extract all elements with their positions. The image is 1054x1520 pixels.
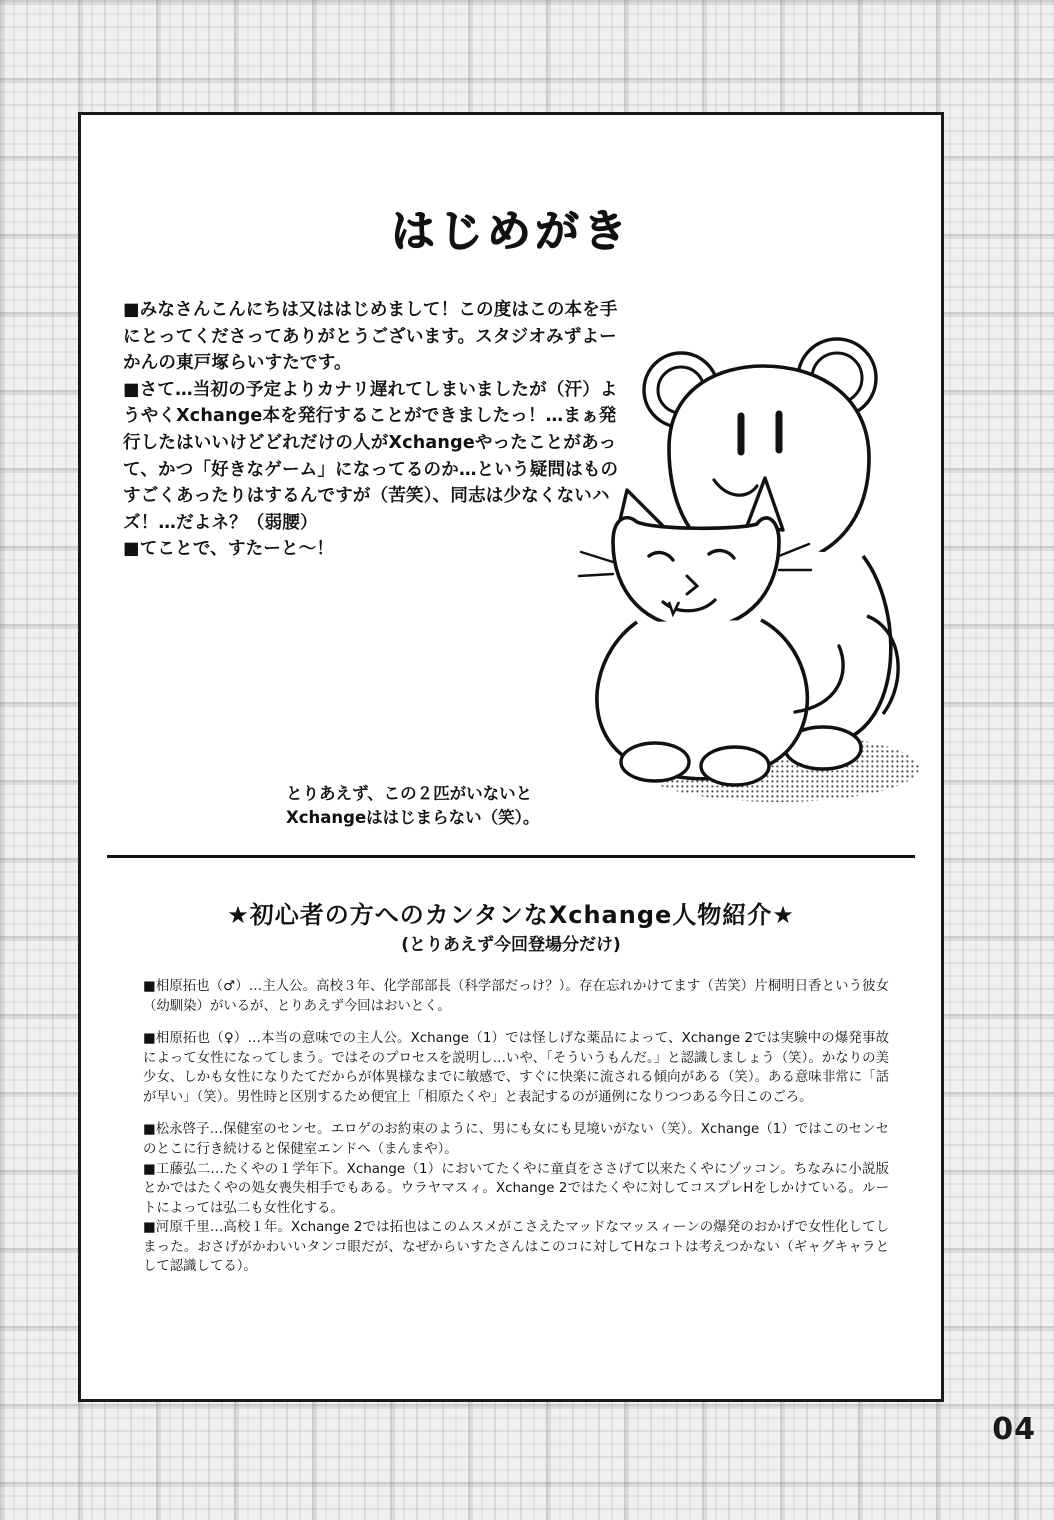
intro-paragraph-3: ■てことで、すたーと～！ xyxy=(123,539,335,560)
mascot-caption xyxy=(286,782,539,830)
page-number: 04 xyxy=(992,1412,1036,1447)
intro-paragraph-2: ■さて…当初の予定よりカナリ遅れてしまいましたが（汗）ようやくXchange本を発行することができましたっ！…まぁ発行したはいいけどどれだけの人がXchangeやったことがあって、かつ「好きなゲーム」になってるのか…という疑問はものすごくあったりはするんですが（苦笑）、同志は少なくないハズ！…だよネ？（弱腰） xyxy=(123,379,619,533)
profile-entry: ■河原千里…高校１年。Xchange 2では拓也はこのムスメがこさえたマッドなマッスィーンの爆発のおかげで女性化してしまった。おさげがかわいいタンコ眼だが、なぜからいすたさんはこのコに対してHなコトは考えつかない（ギャグキャラとして認識してる）。 xyxy=(143,1220,889,1275)
section-divider xyxy=(107,855,915,858)
profile-entry: ■相原拓也（♀）…本当の意味での主人公。Xchange（1）では怪しげな薬品によって、Xchange 2では実験中の爆発事故によって女性になってしまう。ではそのプロセスを説明し…いや、「そういうもんだ。」と認識しましょう（笑）。かなりの美少女、しかも女性になりたてだからが体異様なまでに敏感で、すぐに快楽に流される傾向がある（笑）。ある意味非常に「話が早い」（笑）。男性時と区別するため便宜上「相原たくや」と表記するのが通例になりつつある今日このごろ。 xyxy=(143,1031,889,1105)
document-page xyxy=(78,112,944,1402)
mascot-caption-line-2: Xchangeははじまらない（笑）。 xyxy=(286,807,540,827)
section-subheading: (とりあえず今回登場分だけ) xyxy=(401,935,621,955)
page-title: はじめがき xyxy=(391,206,631,257)
section-heading: ★初心者の方へのカンタンなXchange人物紹介★ xyxy=(227,901,795,929)
profile-entry: ■工藤弘二…たくやの１学年下。Xchange（1）においてたくやに童貞をささげて以来たくやにゾッコン。ちなみに小説版とかではたくやの処女喪失相手でもある。ウラヤマスィ。Xchange 2ではたくやに対してコスプレHをしかけている。ルートによっては弘二も女性化する。 xyxy=(143,1161,889,1216)
profile-entry: ■松永啓子…保健室のセンセ。エロゲのお約束のように、男にも女にも見境いがない（笑）。Xchange（1）ではこのセンセのとこに行き続けると保健室エンドへ（まんまや）。 xyxy=(143,1122,889,1157)
intro-text-block xyxy=(123,297,623,563)
character-profiles xyxy=(143,977,889,1290)
profile-entry: ■相原拓也（♂）…主人公。高校３年、化学部部長（科学部だっけ？）。存在忘れかけてます（苦笑）片桐明日香という彼女（幼馴染）がいるが、とりあえず今回はおいとく。 xyxy=(143,979,889,1014)
page-inner-content xyxy=(81,115,941,1399)
mascot-illustration xyxy=(551,330,931,850)
intro-paragraph-1: ■みなさんこんにちは又ははじめまして！この度はこの本を手にとってくださってありがとうございます。スタジオみずよーかんの東戸塚らいすたです。 xyxy=(123,300,618,374)
mascot-caption-line-1: とりあえず、この２匹がいないと xyxy=(286,784,533,803)
